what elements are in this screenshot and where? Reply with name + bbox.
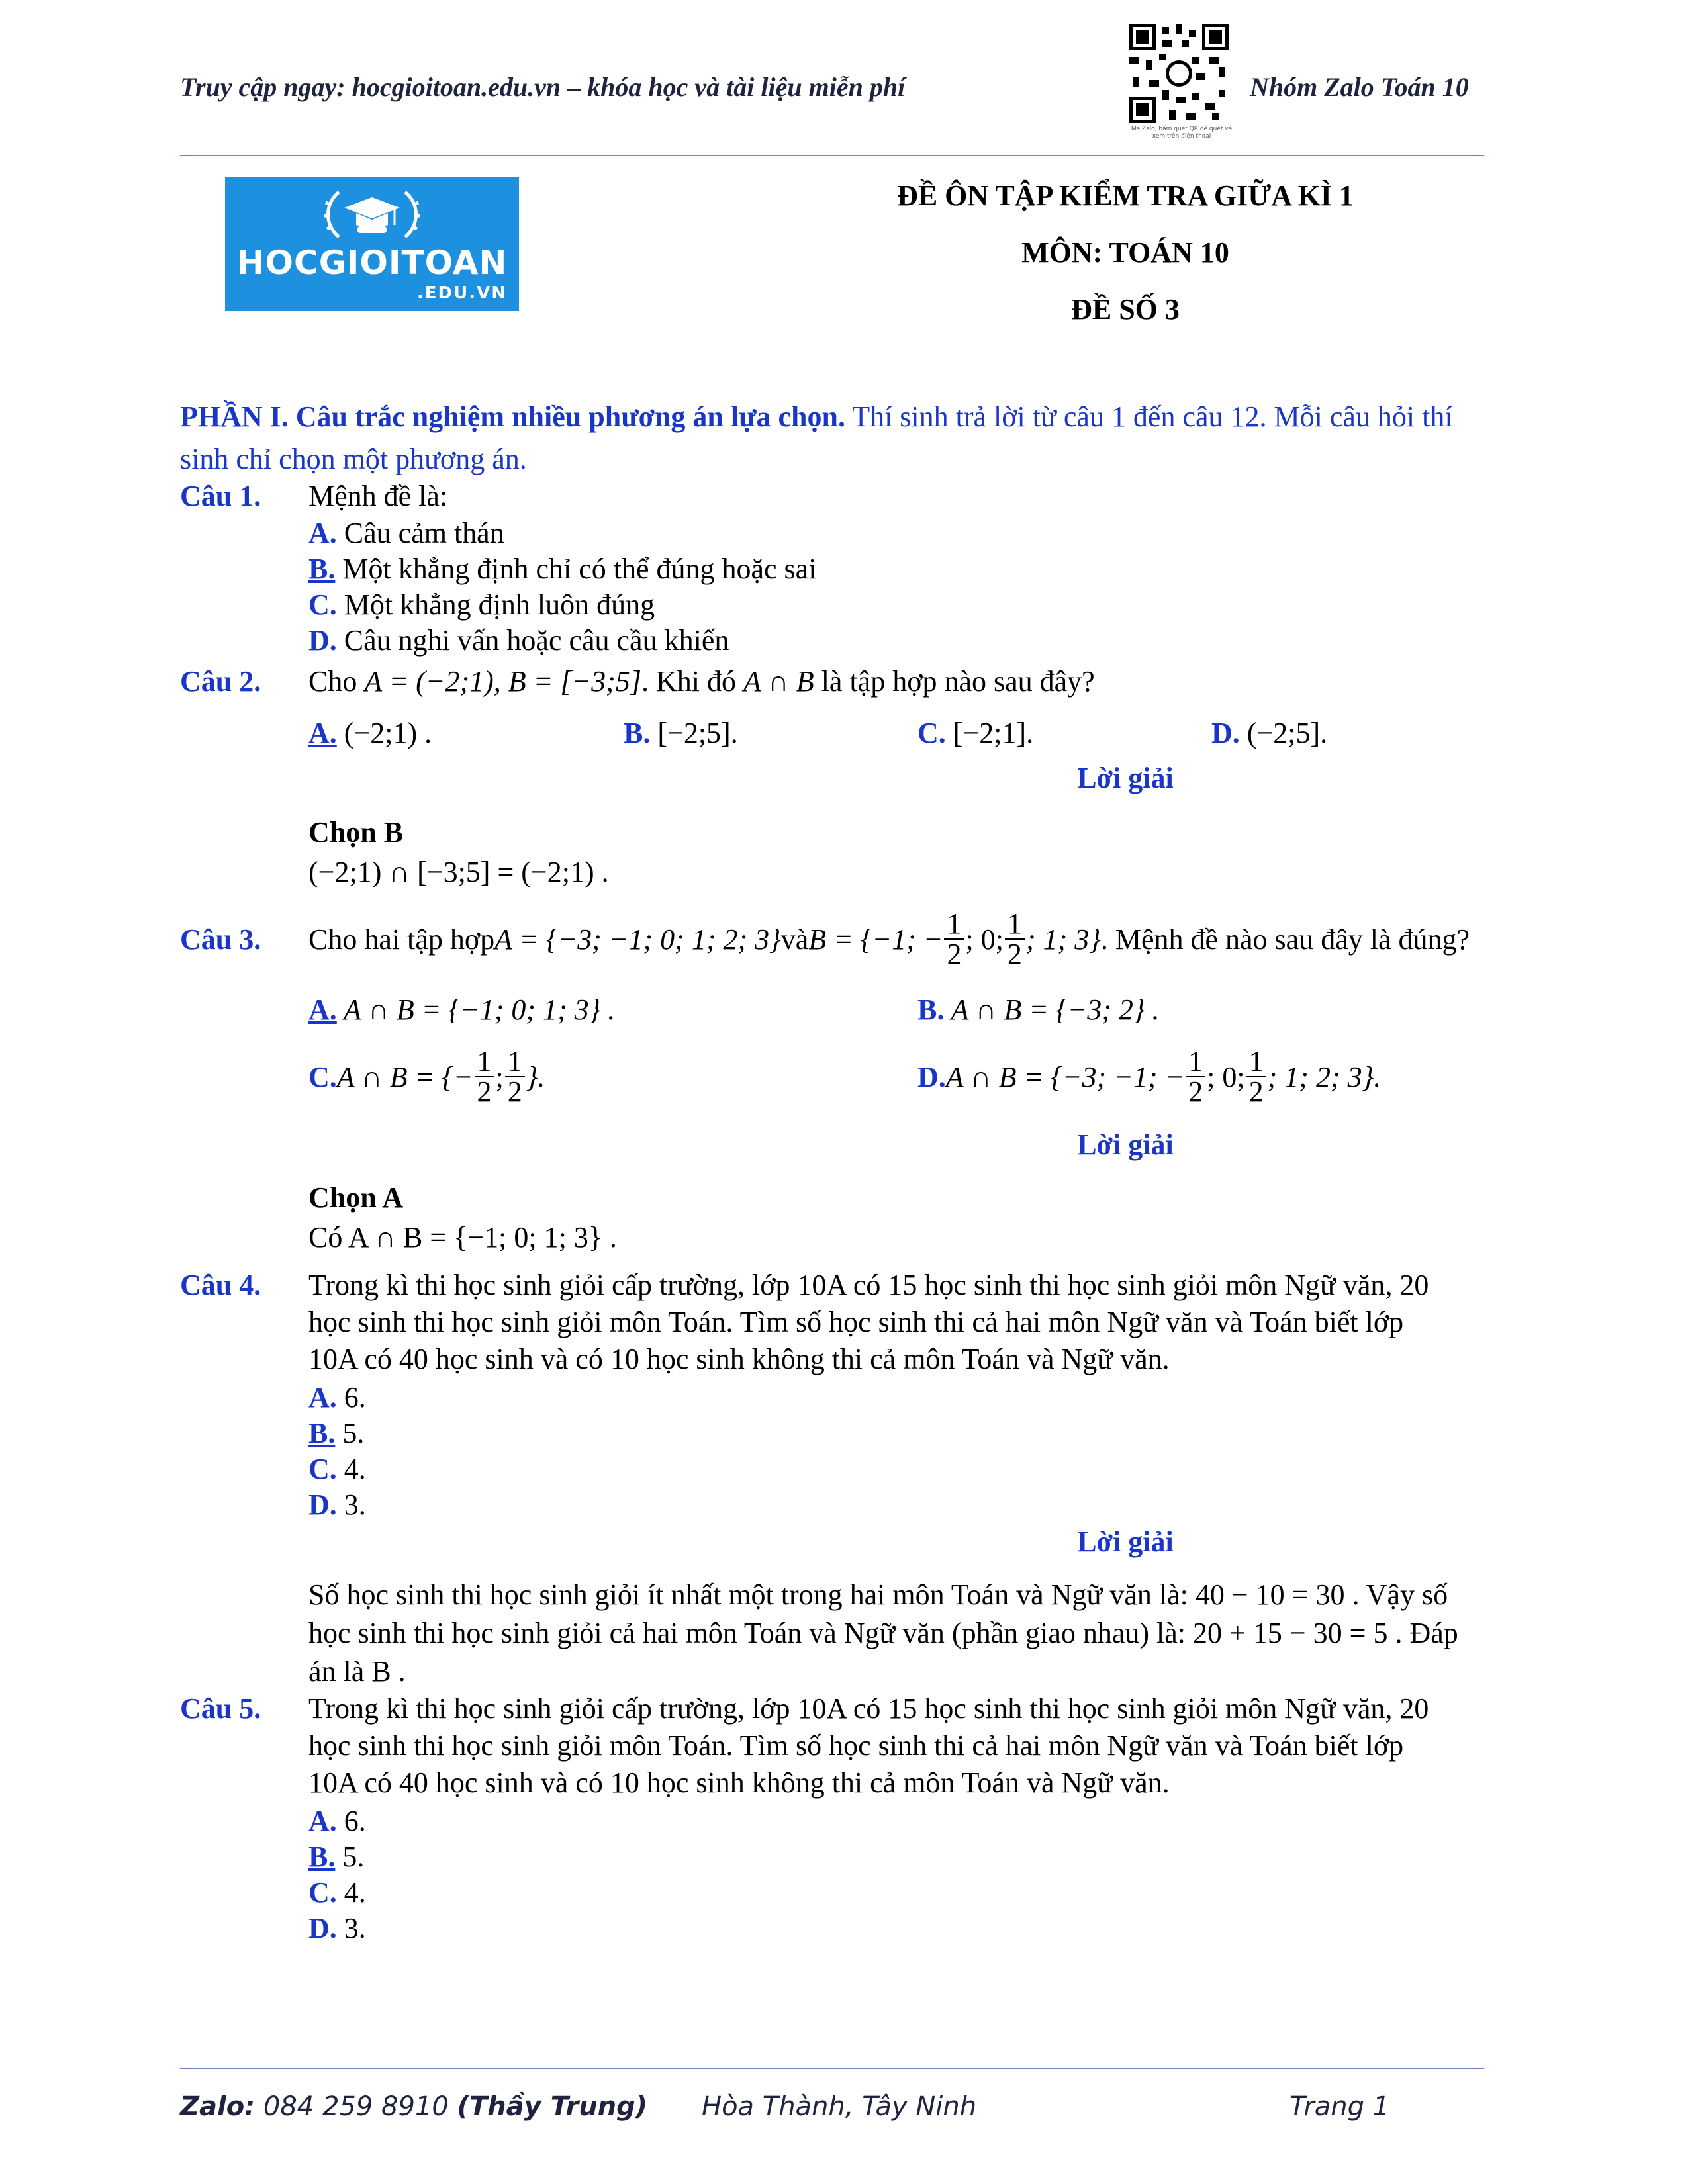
q1-option-d[interactable]: D. Câu nghi vấn hoặc câu cầu khiến xyxy=(308,624,729,657)
q2-math: A = (−2;1), B = [−3;5] xyxy=(364,665,641,698)
header-rule xyxy=(180,155,1484,156)
footer-location: Hòa Thành, Tây Ninh xyxy=(702,2091,977,2122)
header-right-text: Nhóm Zalo Toán 10 xyxy=(1250,72,1469,102)
fraction-one-half: $\frac{1}{2}$ xyxy=(1186,1047,1205,1107)
q3-option-a[interactable]: A. A ∩ B = {−1; 0; 1; 3} . xyxy=(308,993,616,1026)
q5-option-d[interactable]: D. 3. xyxy=(308,1912,366,1944)
question-2-label: Câu 2. xyxy=(180,665,261,698)
question-4-line-1: Trong kì thi học sinh giỏi cấp trường, lớp 10A có 15 học sinh thi học sinh giỏi môn Ngữ văn, 20 xyxy=(308,1269,1429,1301)
q2-solution-heading: Lời giải xyxy=(1077,762,1174,794)
header-left-text: Truy cập ngay: hocgioitoan.edu.vn – khóa học và tài liệu miễn phí xyxy=(180,72,906,102)
q3-option-b[interactable]: B. A ∩ B = {−3; 2} . xyxy=(917,993,1160,1026)
q4-option-a[interactable]: A. 6. xyxy=(308,1381,366,1414)
question-3-label: Câu 3. xyxy=(180,923,261,956)
q3-option-c[interactable]: C. A ∩ B = {− $\frac{1}{2}$ ; $\frac{1}{2}$ }. xyxy=(308,1045,545,1108)
q3-solution-heading: Lời giải xyxy=(1077,1128,1174,1161)
q3-solution: Có A ∩ B = {−1; 0; 1; 3} . xyxy=(308,1221,617,1253)
graduation-cap-icon xyxy=(319,185,425,242)
question-5-label: Câu 5. xyxy=(180,1692,261,1725)
fraction-one-half: $\frac{1}{2}$ xyxy=(475,1047,494,1107)
question-5-line-2: học sinh thi học sinh giỏi môn Toán. Tìm số học sinh thi cả hai môn Ngữ văn và Toán biết lớp xyxy=(308,1729,1404,1762)
site-logo xyxy=(225,177,519,311)
q4-solution-line-3: án là B . xyxy=(308,1655,406,1688)
part-title: PHẦN I. Câu trắc nghiệm nhiều phương án lựa chọn. xyxy=(180,400,845,433)
question-5-line-1: Trong kì thi học sinh giỏi cấp trường, lớp 10A có 15 học sinh thi học sinh giỏi môn Ngữ văn, 20 xyxy=(308,1692,1429,1725)
qr-caption: Mã Zalo, bấm quét QR để quét và xem trên điện thoại xyxy=(1131,126,1233,140)
exam-title: ĐỀ ÔN TẬP KIỂM TRA GIỮA KÌ 1 xyxy=(897,179,1354,212)
question-2-text: Cho A = (−2;1), B = [−3;5]. Khi đó A ∩ B là tập hợp nào sau đây? xyxy=(308,665,1095,698)
q5-option-a[interactable]: A. 6. xyxy=(308,1805,366,1837)
question-1-text: Mệnh đề là: xyxy=(308,480,448,512)
q2-option-c[interactable]: C. [−2;1]. xyxy=(917,717,1034,749)
q4-option-d[interactable]: D. 3. xyxy=(308,1488,366,1521)
q4-solution-line-1: Số học sinh thi học sinh giỏi ít nhất một trong hai môn Toán và Ngữ văn là: 40 − 10 = 30 . Vậy số xyxy=(308,1578,1448,1611)
q4-solution-heading: Lời giải xyxy=(1077,1525,1174,1558)
question-5-line-3: 10A có 40 học sinh và có 10 học sinh không thi cả môn Toán và Ngữ văn. xyxy=(308,1766,1170,1799)
question-4-line-3: 10A có 40 học sinh và có 10 học sinh không thi cả môn Toán và Ngữ văn. xyxy=(308,1343,1170,1375)
fraction-one-half: $\frac{1}{2}$ xyxy=(944,909,964,969)
fraction-one-half: $\frac{1}{2}$ xyxy=(1246,1047,1266,1107)
part-instruction: Thí sinh trả lời từ câu 1 đến câu 12. Mỗi câu hỏi thí xyxy=(845,400,1453,433)
logo-subtext: .EDU.VN xyxy=(416,283,507,303)
q1-option-c[interactable]: C. Một khẳng định luôn đúng xyxy=(308,588,655,621)
q2-chosen-answer: Chọn B xyxy=(308,816,404,848)
question-3-text: Cho hai tập hợp A = {−3; −1; 0; 1; 2; 3} và B = {−1; − $\frac{1}{2}$ ; 0; $\frac{1}{2}$ ; 1; 3} . Mệnh đề nào sau đây là đúng? xyxy=(308,907,1470,970)
fraction-one-half: $\frac{1}{2}$ xyxy=(1005,909,1025,969)
q1-option-b[interactable]: B. Một khẳng định chỉ có thể đúng hoặc sai xyxy=(308,553,817,585)
q2-solution: (−2;1) ∩ [−3;5] = (−2;1) . xyxy=(308,856,609,888)
footer-zalo: Zalo: 084 259 8910 (Thầy Trung) xyxy=(180,2091,648,2122)
footer-rule xyxy=(180,2068,1484,2069)
part-heading xyxy=(180,398,1484,435)
question-4-line-2: học sinh thi học sinh giỏi môn Toán. Tìm số học sinh thi cả hai môn Ngữ văn và Toán biết lớp xyxy=(308,1306,1404,1338)
q3-chosen-answer: Chọn A xyxy=(308,1181,404,1214)
q1-option-a[interactable]: A. Câu cảm thán xyxy=(308,517,504,549)
qr-code-icon[interactable] xyxy=(1129,24,1229,123)
question-4-label: Câu 4. xyxy=(180,1269,261,1301)
footer-page-number: Trang 1 xyxy=(1289,2091,1390,2122)
logo-text: HOCGIOITOAN xyxy=(236,244,508,282)
q4-option-c[interactable]: C. 4. xyxy=(308,1453,366,1485)
q5-option-c[interactable]: C. 4. xyxy=(308,1876,366,1909)
q2-option-b[interactable]: B. [−2;5]. xyxy=(624,717,738,749)
fraction-one-half: $\frac{1}{2}$ xyxy=(505,1047,525,1107)
part-instruction-2: sinh chỉ chọn một phương án. xyxy=(180,443,527,475)
exam-subject: MÔN: TOÁN 10 xyxy=(1021,236,1229,269)
q4-option-b[interactable]: B. 5. xyxy=(308,1417,365,1449)
q5-option-b[interactable]: B. 5. xyxy=(308,1841,365,1873)
q3-option-d[interactable]: D. A ∩ B = {−3; −1; − $\frac{1}{2}$ ; 0; $\frac{1}{2}$ ; 1; 2; 3}. xyxy=(917,1045,1382,1108)
q2-option-d[interactable]: D. (−2;5]. xyxy=(1211,717,1328,749)
q2-option-a[interactable]: A. (−2;1) . xyxy=(308,717,432,749)
q4-solution-line-2: học sinh thi học sinh giỏi cả hai môn Toán và Ngữ văn (phần giao nhau) là: 20 + 15 − 30 = 5 . Đáp xyxy=(308,1617,1458,1649)
question-1-label: Câu 1. xyxy=(180,480,261,512)
exam-number: ĐỀ SỐ 3 xyxy=(1071,293,1180,326)
